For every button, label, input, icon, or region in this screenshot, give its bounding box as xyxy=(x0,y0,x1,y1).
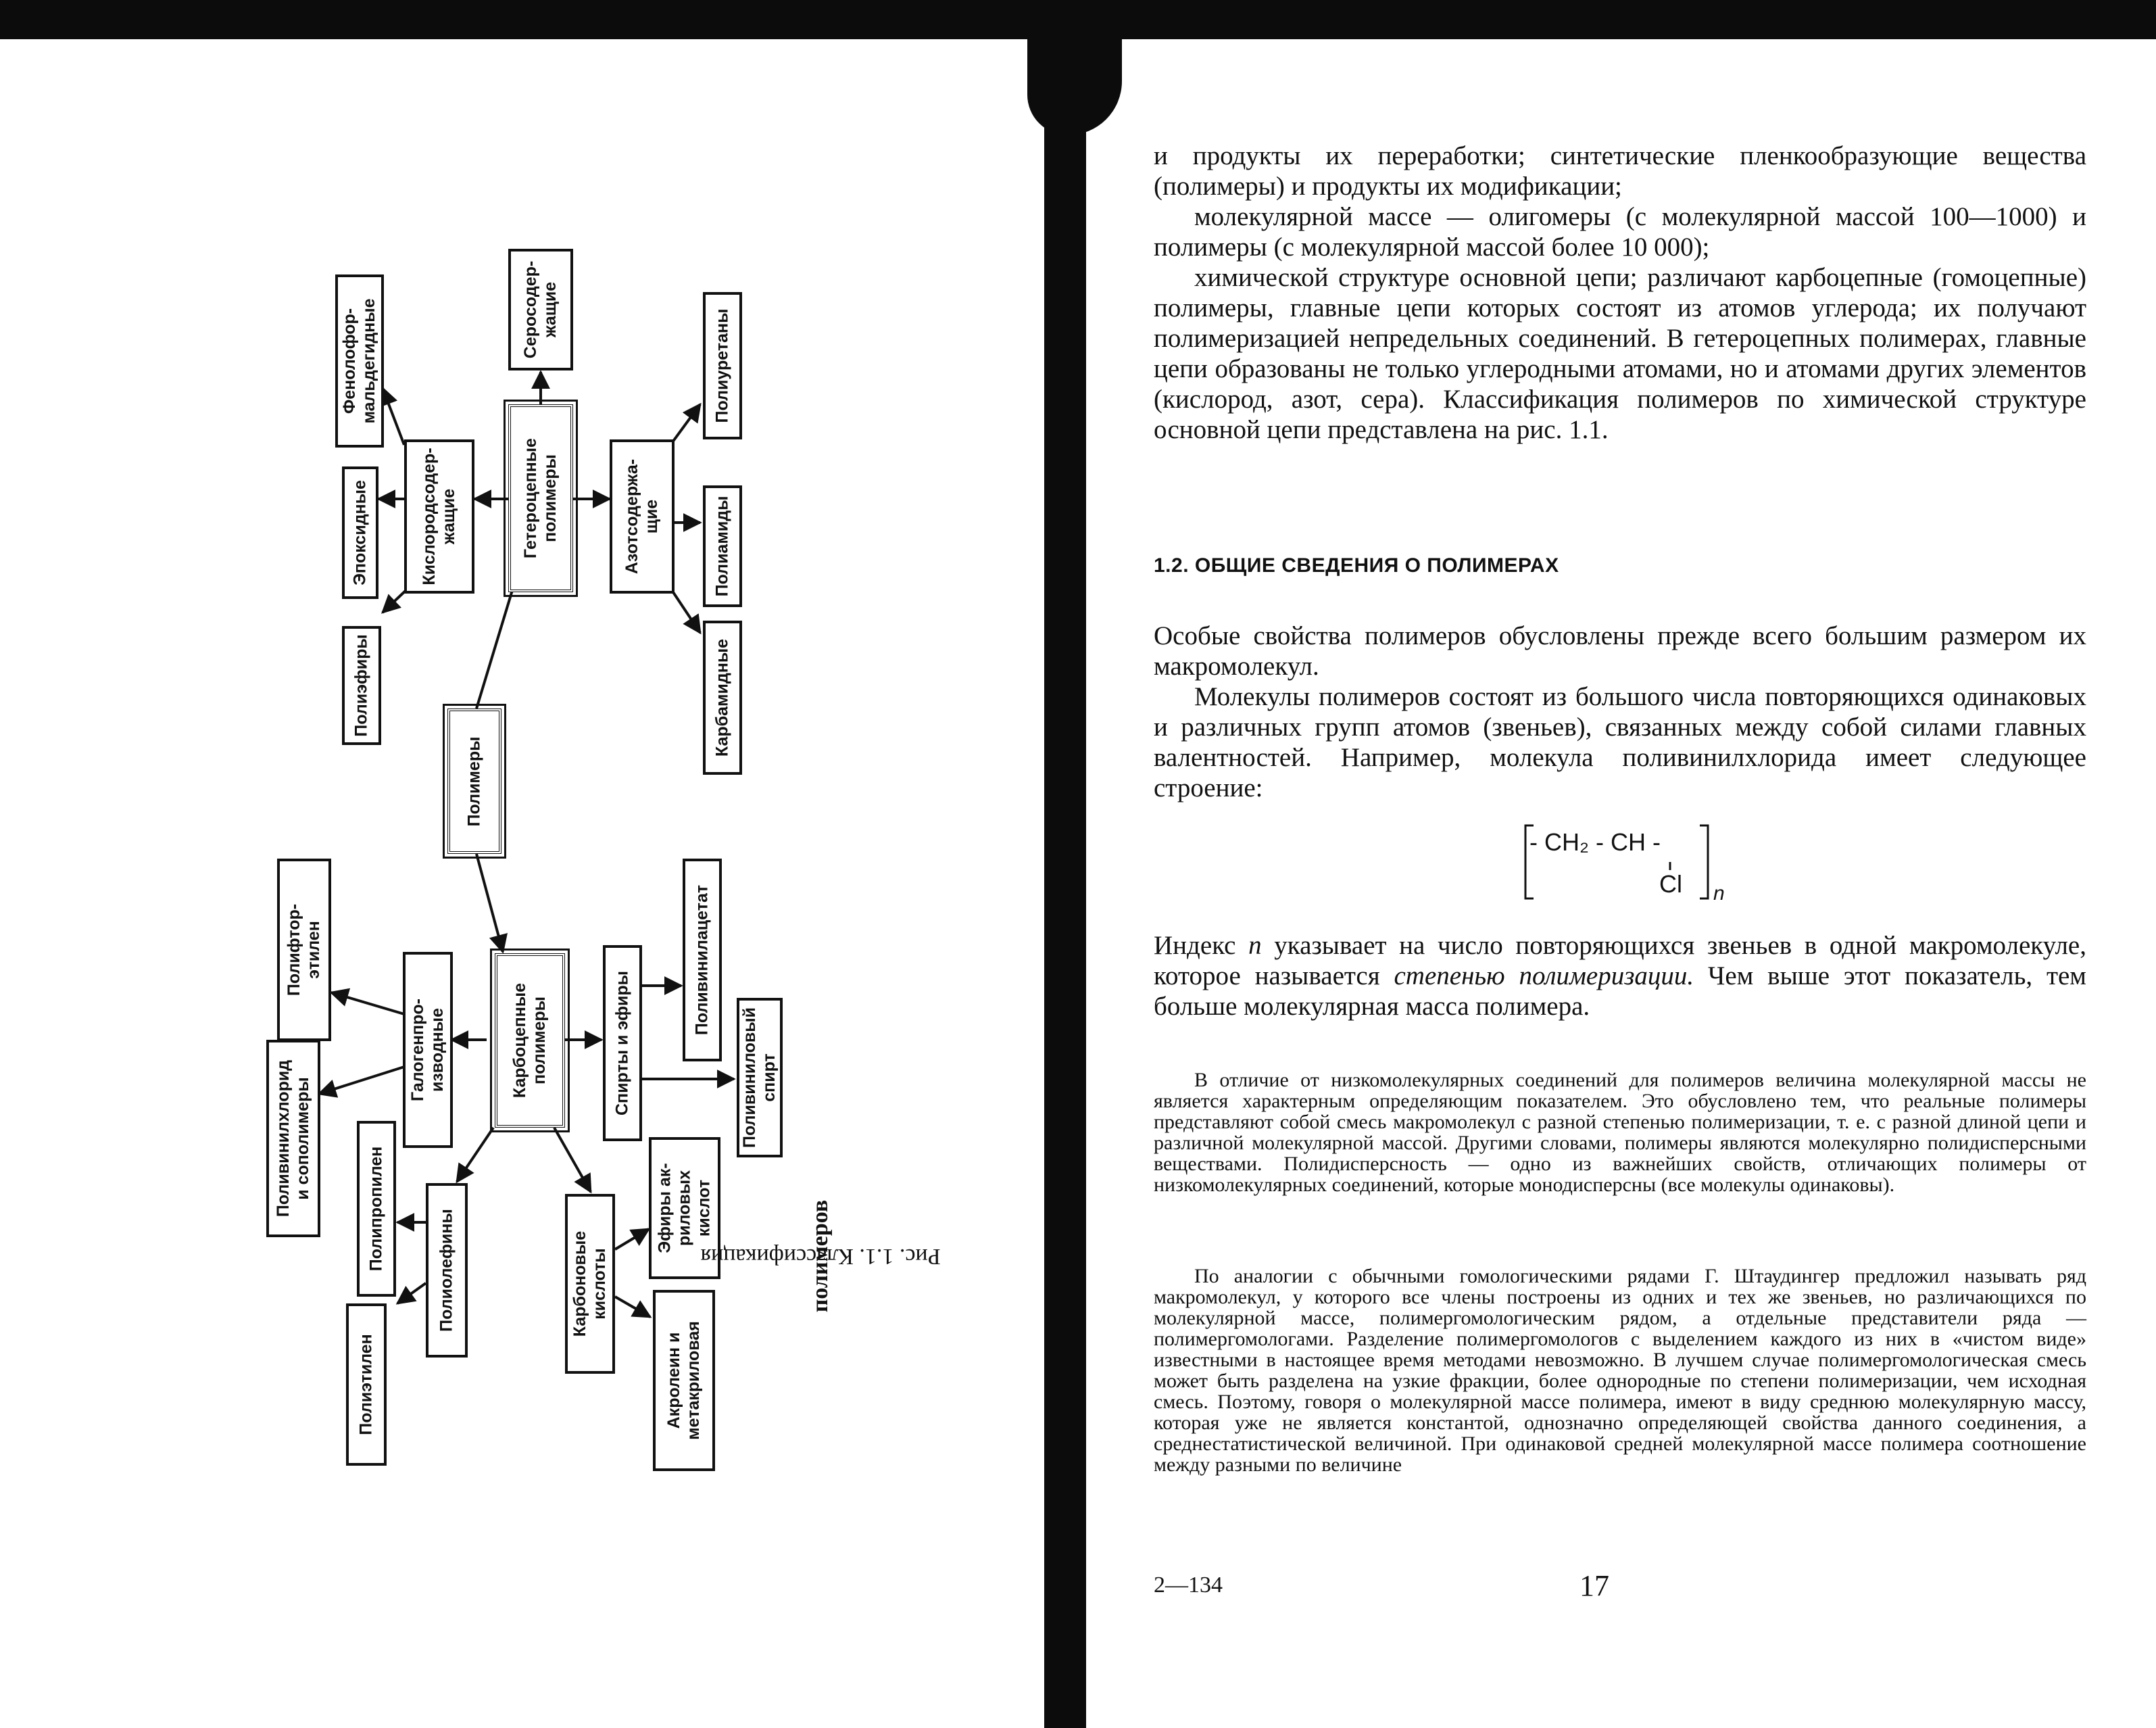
caption-bold: полимеров xyxy=(808,1199,833,1313)
node-acrylic-esters-label: Эфиры ак- риловых кислот xyxy=(655,1163,714,1253)
node-acrolein-label: Акролеин и метакриловая xyxy=(664,1321,703,1440)
node-nitrogen-label: Азотсодержа- щие xyxy=(622,458,661,575)
node-phenol-label: Фенолофор- мальдегидные xyxy=(340,298,378,424)
section-heading: 1.2. ОБЩИЕ СВЕДЕНИЯ О ПОЛИМЕРАХ xyxy=(1154,554,1559,577)
p6-before: Индекс xyxy=(1154,931,1249,960)
arrow-halogen-polyfluoro xyxy=(331,992,404,1014)
node-polyethylene xyxy=(346,1303,387,1466)
arrow-carbochain-carboxylic xyxy=(554,1128,591,1192)
node-heterochain xyxy=(508,404,573,592)
node-pvc xyxy=(266,1040,320,1237)
node-polymers xyxy=(447,709,501,854)
arrow-nitrogen-polyurethanes xyxy=(670,404,700,445)
arrow-polymers-carbochain xyxy=(476,854,503,952)
node-halogen-label: Галогенпро- изводные xyxy=(408,999,447,1101)
arrow-polyolefins-polyethylene xyxy=(397,1283,426,1303)
node-alcohols xyxy=(603,945,642,1141)
node-carbochain-label: Карбоцепные полимеры xyxy=(510,982,549,1099)
arrow-carboxylic-acrolein xyxy=(615,1297,650,1317)
node-carboxylic-label: Карбоновые кислоты xyxy=(570,1230,609,1337)
node-polyurethanes xyxy=(703,292,742,439)
formula-substituent: Cl xyxy=(1659,870,1682,898)
arrow-oxygen-phenol xyxy=(383,388,404,445)
page-number: 17 xyxy=(1579,1569,1609,1602)
node-polyolefins-label: Полиолефины xyxy=(437,1209,456,1332)
arrow-nitrogen-carbamide xyxy=(670,588,700,633)
node-carbamide-label: Карбамидные xyxy=(712,638,732,757)
paragraph-6 xyxy=(1154,930,2086,1022)
left-page xyxy=(0,39,1044,1728)
node-polymers-label: Полимеры xyxy=(464,736,484,826)
node-sulfur-label: Серосодер- жащие xyxy=(521,260,560,359)
node-carboxylic xyxy=(565,1194,615,1374)
node-halogen xyxy=(403,952,453,1148)
caption-prefix: Рис. 1.1. Классификация xyxy=(700,1244,941,1270)
paragraph-2: молекулярной массе — олигомеры (с молекулярной массой 100—1000) и полимеры (с молекулярной массой более 10 000); xyxy=(1154,202,2086,262)
pvc-structure-formula xyxy=(1519,820,1735,908)
arrow-halogen-pvc xyxy=(319,1067,404,1094)
node-polyesters-label: Полиэфиры xyxy=(351,634,371,737)
small-paragraph-2: По аналогии с обычными гомологическими рядами Г. Штаудингер предложил называть ряд макромолекул, у которого все члены построены из одних и тех же звеньев, но различающихся по молекулярной массе, полимергомологическим рядом, а отдельные представители ряда — полимергомологами. Разделение полимергомологов с выделением каждого из них в «чистом виде» известными в настоящее время методами невозможно. В лучшем случае полимергомологическая смесь может быть разделена на узкие фракции, более однородные по степени полимеризации, чем исходная смесь. Поэтому, говоря о молекулярной массе полимера, имеют в виду среднюю молекулярную массу, которая уже не является константой, однозначно определяющей свойства данного соединения, а среднестатистической величиной. При одинаковой средней молекулярной массе полимера соотношение между разными по величине xyxy=(1154,1265,2086,1476)
node-pvacetate-label: Поливинилацетат xyxy=(692,884,712,1036)
node-nitrogen xyxy=(610,439,675,594)
right-page xyxy=(1086,39,2156,1728)
node-acrolein xyxy=(653,1290,715,1471)
node-carbamide xyxy=(703,621,742,775)
node-polyesters xyxy=(342,626,381,745)
node-polyfluoro xyxy=(277,859,331,1041)
node-carbochain xyxy=(495,953,565,1128)
paragraph-5: Молекулы полимеров состоят из большого числа повторяющихся одинаковых и различных групп атомов (звеньев), связанных между собой силами главных валентностей. Например, молекула поливинилхлорида имеет следующее строение: xyxy=(1154,682,2086,802)
p6-n: n xyxy=(1248,931,1262,960)
node-polypropylene-label: Полипропилен xyxy=(366,1146,386,1272)
p6-after: Чем выше этот показатель, тем больше молекулярная масса полимера. xyxy=(1154,961,2086,1021)
p6-italic: степенью полимеризации. xyxy=(1394,961,1694,990)
node-polyamides-label: Полиамиды xyxy=(712,496,732,597)
arrow-carbochain-polyolefins xyxy=(457,1128,493,1182)
node-pvacetate xyxy=(683,859,722,1061)
node-oxygen-label: Кислородсодер- жащие xyxy=(420,448,458,585)
formula-subscript: n xyxy=(1713,882,1725,905)
node-polyfluoro-label: Полифтор- этилен xyxy=(285,903,323,997)
node-polyamides xyxy=(703,485,742,607)
node-epoxy xyxy=(342,466,378,599)
paragraph-3: химической структуре основной цепи; различают карбоцепные (гомоцепные) полимеры, главные цепи которых состоят из атомов углерода; их получают полимеризацией непредельных соединений. В гетероцепных полимерах, главные цепи образованы не только углеродными атомами, но и атомами других элементов (кислород, азот, сера). Классификация полимеров по химической структуре основной цепи представлена на рис. 1.1. xyxy=(1154,263,2086,444)
paragraph-4: Особые свойства полимеров обусловлены прежде всего большим размером их макромолекул. xyxy=(1154,621,2086,681)
book-spine xyxy=(1044,0,1086,1728)
node-pvalcohol xyxy=(737,998,783,1157)
node-polyolefins xyxy=(426,1183,468,1358)
node-pvalcohol-label: Поливиниловый спирт xyxy=(740,1007,779,1148)
p6-middle: указывает на число повторяющихся звеньев в одной макромолекуле, которое называется xyxy=(1154,931,2086,990)
node-sulfur xyxy=(508,249,573,370)
arrow-carboxylic-acrylic xyxy=(615,1229,649,1249)
node-phenol xyxy=(335,274,384,448)
formula-main-chain: - CH₂ - CH - xyxy=(1529,828,1661,856)
node-oxygen xyxy=(404,439,474,594)
node-polyurethanes-label: Полиуретаны xyxy=(712,308,732,423)
small-paragraph-1: В отличие от низкомолекулярных соединений для полимеров величина молекулярной массы не является характерным определяющим показателем. Это обусловлено тем, что реальные полимеры представляют собой смесь макромолекул с разной степенью полимеризации, т. е. с разной длиной цепи и различной молекулярной массой. Другими словами, полимеры являются молекулярно полидисперсными веществами. Полидисперсность — одно из важнейших свойств, отличающих полимеры от низкомолекулярных соединений, которые монодисперсны (все молекулы одинаковы). xyxy=(1154,1069,2086,1196)
node-pvc-label: Поливинилхлорид и сополимеры xyxy=(274,1059,312,1218)
node-heterochain-label: Гетероцепные полимеры xyxy=(521,438,560,558)
node-epoxy-label: Эпоксидные xyxy=(350,480,370,585)
node-polypropylene xyxy=(357,1121,396,1297)
paragraph-1: и продукты их переработки; синтетические пленкообразующие вещества (полимеры) и продукты их модификации; xyxy=(1154,141,2086,201)
signature-mark: 2—134 xyxy=(1154,1573,1223,1598)
page-top-shadow-notch xyxy=(2102,27,2156,37)
node-polyethylene-label: Полиэтилен xyxy=(356,1334,376,1435)
node-alcohols-label: Спирты и эфиры xyxy=(612,971,632,1115)
